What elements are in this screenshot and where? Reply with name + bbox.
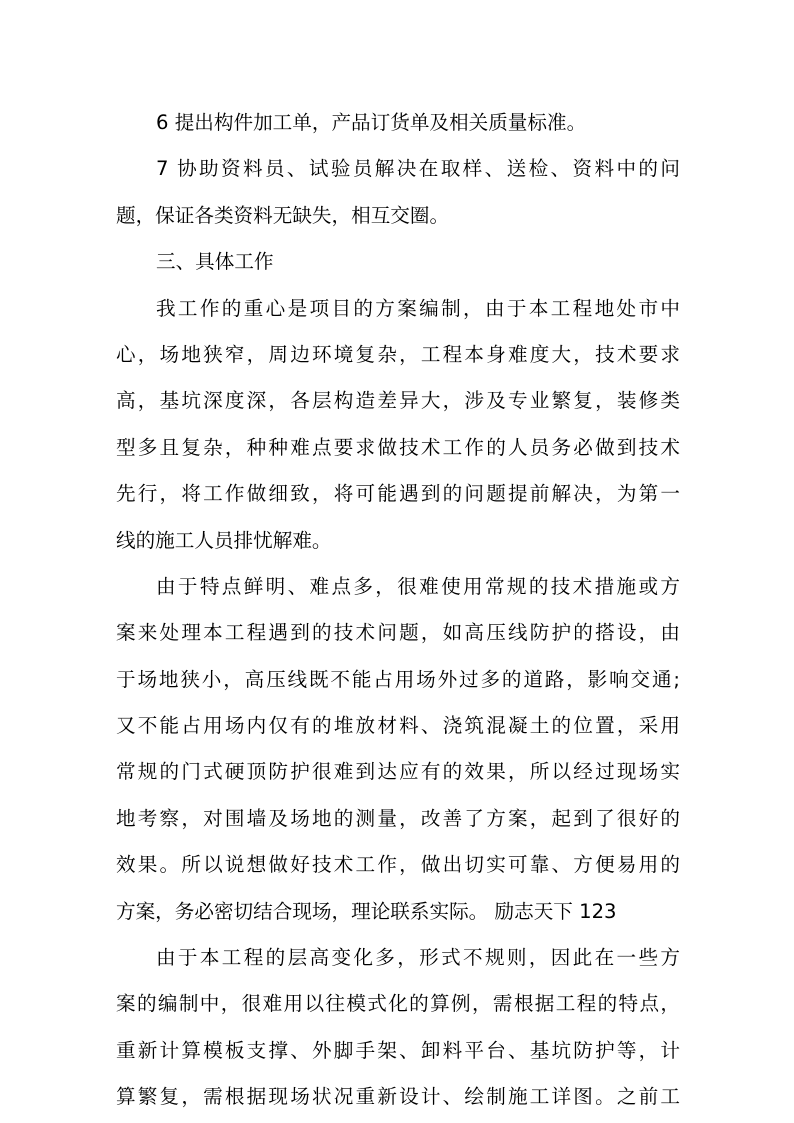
- text-line-20: 案的编制中，很难用以往模式化的算例，需根据工程的特点，: [116, 992, 680, 1016]
- text-line-17: 效果。所以说想做好技术工作，做出切实可靠、方便易用的: [116, 853, 680, 877]
- text-line-6: 心，场地狭窄，周边环境复杂，工程本身难度大，技术要求: [116, 342, 680, 366]
- text-line-18: 方案，务必密切结合现场，理论联系实际。 励志天下 123: [116, 899, 617, 923]
- text-line-2: 7 协助资料员、试验员解决在取样、送检、资料中的问: [156, 157, 680, 181]
- text-line-8: 型多且复杂，种种难点要求做技术工作的人员务必做到技术: [116, 435, 680, 459]
- document-page: [116, 100, 680, 1121]
- text-line-12: 案来处理本工程遇到的技术问题，如高压线防护的搭设，由: [116, 621, 680, 645]
- text-line-5: 我工作的重心是项目的方案编制，由于本工程地处市中: [156, 296, 680, 320]
- text-line-7: 高，基坑深度深，各层构造差异大，涉及专业繁复，装修类: [116, 389, 680, 413]
- text-line-10: 线的施工人员排忧解难。: [116, 528, 332, 552]
- text-line-14: 又不能占用场内仅有的堆放材料、浇筑混凝土的位置，采用: [116, 714, 680, 738]
- section-heading: 三、具体工作: [156, 250, 274, 274]
- text-line-19: 由于本工程的层高变化多，形式不规则，因此在一些方: [156, 946, 680, 970]
- text-line-9: 先行，将工作做细致，将可能遇到的问题提前解决，为第一: [116, 482, 680, 506]
- text-line-1: 6 提出构件加工单，产品订货单及相关质量标准。: [156, 111, 587, 134]
- text-line-15: 常规的门式硬顶防护很难到达应有的效果，所以经过现场实: [116, 760, 680, 784]
- text-line-3: 题，保证各类资料无缺失，相互交圈。: [116, 203, 450, 227]
- text-line-11: 由于特点鲜明、难点多，很难使用常规的技术措施或方: [156, 574, 680, 598]
- text-line-21: 重新计算模板支撑、外脚手架、卸料平台、基坑防护等，计: [116, 1038, 680, 1062]
- text-line-22: 算繁复，需根据现场状况重新设计、绘制施工详图。之前工: [116, 1085, 680, 1109]
- text-line-13: 于场地狭小，高压线既不能占用场外过多的道路，影响交通;: [116, 667, 680, 691]
- text-line-16: 地考察，对围墙及场地的测量，改善了方案，起到了很好的: [116, 806, 680, 830]
